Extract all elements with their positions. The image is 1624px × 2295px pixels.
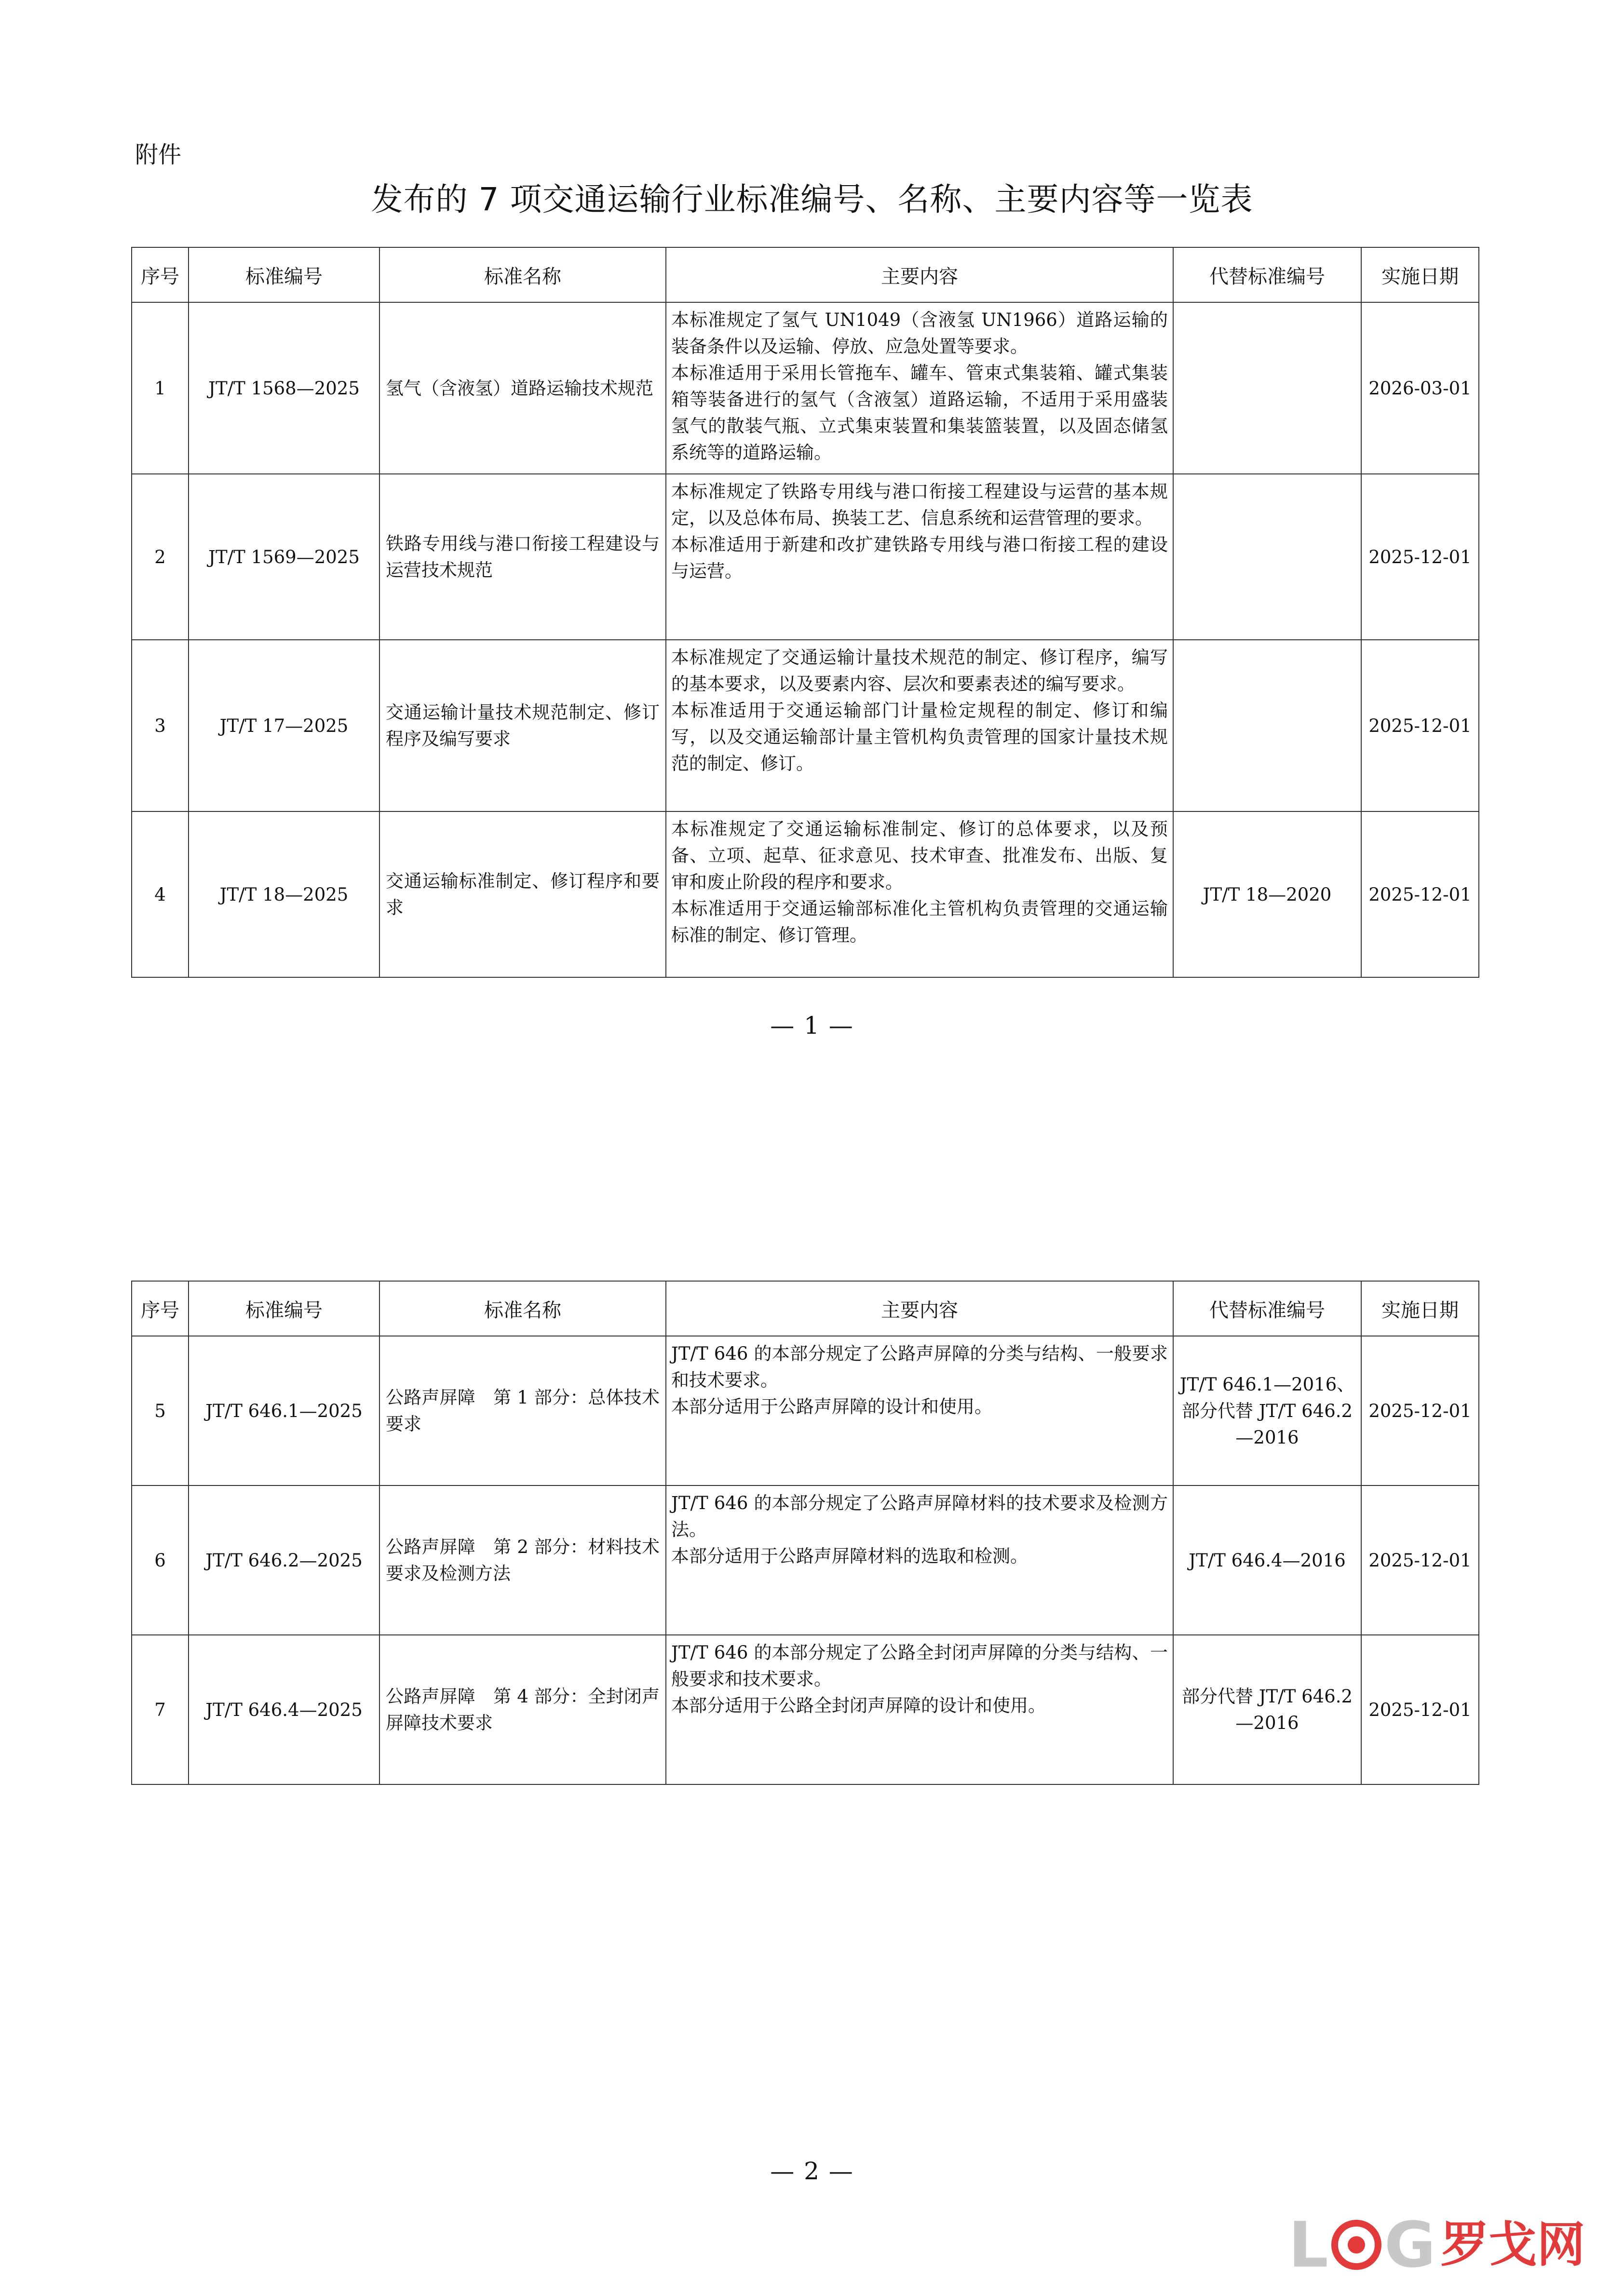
- watermark-letter-g: G: [1384, 2208, 1436, 2282]
- table-row: [132, 474, 1479, 640]
- cell-effective-date: 2026-03-01: [1361, 302, 1479, 474]
- cell-main-content: [666, 640, 1173, 811]
- header-serial-number: 序号: [132, 1281, 189, 1336]
- header-main-content: 主要内容: [666, 247, 1173, 302]
- cell-standard-code: JT/T 18—2025: [189, 811, 379, 977]
- cell-replaced-standard: [1173, 1635, 1361, 1784]
- cell-main-content: [666, 1485, 1173, 1635]
- cell-standard-name: 公路声屏障 第 2 部分：材料技术要求及检测方法: [379, 1485, 666, 1635]
- cell-effective-date: 2025-12-01: [1361, 811, 1479, 977]
- cell-serial-number: 2: [132, 474, 189, 640]
- content-paragraph: 本标准规定了氢气 UN1049（含液氢 UN1966）道路运输的装备条件以及运输、停放、应急处置等要求。: [671, 310, 1168, 357]
- replaced-standard-line: 部分代替 JT/T 646.2: [1181, 1686, 1353, 1707]
- cell-replaced-standard: [1173, 1485, 1361, 1635]
- site-watermark-logo: [1288, 2208, 1616, 2282]
- header-effective-date: 实施日期: [1361, 247, 1479, 302]
- standards-table-page-1: [131, 247, 1479, 978]
- cell-main-content: [666, 1635, 1173, 1784]
- watermark-site-name: 罗戈网: [1440, 2216, 1585, 2273]
- watermark-target-icon: [1331, 2220, 1381, 2270]
- content-paragraph: 本标准适用于采用长管拖车、罐车、管束式集装箱、罐式集装箱等装备进行的氢气（含液氢）道路运输，不适用于采用盛装氢气的散装气瓶、立式集束装置和集装篮装置，以及固态储氢系统等的道路运输。: [671, 363, 1168, 463]
- cell-replaced-standard: [1173, 1336, 1361, 1485]
- cell-standard-code: JT/T 1569—2025: [189, 474, 379, 640]
- content-paragraph: 本标准规定了交通运输标准制定、修订的总体要求，以及预备、立项、起草、征求意见、技术审查、批准发布、出版、复审和废止阶段的程序和要求。: [671, 819, 1168, 892]
- cell-serial-number: 6: [132, 1485, 189, 1635]
- watermark-letter-l: L: [1288, 2208, 1328, 2282]
- content-paragraph: 本部分适用于公路声屏障的设计和使用。: [671, 1396, 992, 1417]
- table-row: [132, 640, 1479, 811]
- cell-serial-number: 1: [132, 302, 189, 474]
- replaced-standard-line: 部分代替 JT/T 646.2: [1181, 1400, 1353, 1421]
- cell-serial-number: 3: [132, 640, 189, 811]
- cell-effective-date: 2025-12-01: [1361, 474, 1479, 640]
- header-standard-name: 标准名称: [379, 1281, 666, 1336]
- cell-replaced-standard: [1173, 640, 1361, 811]
- cell-replaced-standard: [1173, 302, 1361, 474]
- content-paragraph: 本标准适用于新建和改扩建铁路专用线与港口衔接工程的建设与运营。: [671, 534, 1168, 581]
- cell-standard-name: 交通运输标准制定、修订程序和要求: [379, 811, 666, 977]
- cell-effective-date: 2025-12-01: [1361, 1635, 1479, 1784]
- page-number-1: — 1 —: [770, 1012, 854, 1040]
- cell-main-content: [666, 302, 1173, 474]
- cell-standard-code: JT/T 646.4—2025: [189, 1635, 379, 1784]
- header-serial-number: 序号: [132, 247, 189, 302]
- attachment-label: 附件: [135, 141, 182, 168]
- cell-standard-code: JT/T 646.1—2025: [189, 1336, 379, 1485]
- page-number-2: — 2 —: [770, 2157, 854, 2185]
- table-row: [132, 1336, 1479, 1485]
- cell-standard-code: JT/T 17—2025: [189, 640, 379, 811]
- cell-serial-number: 7: [132, 1635, 189, 1784]
- cell-main-content: [666, 1336, 1173, 1485]
- cell-main-content: [666, 474, 1173, 640]
- header-effective-date: 实施日期: [1361, 1281, 1479, 1336]
- content-paragraph: 本部分适用于公路声屏障材料的选取和检测。: [671, 1546, 1028, 1566]
- cell-standard-name: 氢气（含液氢）道路运输技术规范: [379, 302, 666, 474]
- replaced-standard-line: —2016: [1235, 1427, 1299, 1448]
- cell-standard-name: 公路声屏障 第 1 部分：总体技术要求: [379, 1336, 666, 1485]
- content-paragraph: 本标准适用于交通运输部门计量检定规程的制定、修订和编写，以及交通运输部计量主管机构负责管理的国家计量技术规范的制定、修订。: [671, 700, 1168, 774]
- content-paragraph: JT/T 646 的本部分规定了公路声屏障材料的技术要求及检测方法。: [671, 1493, 1168, 1540]
- content-paragraph: 本标准适用于交通运输部标准化主管机构负责管理的交通运输标准的制定、修订管理。: [671, 898, 1168, 945]
- table-header-row: [132, 1281, 1479, 1336]
- cell-effective-date: 2025-12-01: [1361, 640, 1479, 811]
- cell-main-content: [666, 811, 1173, 977]
- table-row: [132, 811, 1479, 977]
- cell-standard-code: JT/T 646.2—2025: [189, 1485, 379, 1635]
- header-standard-code: 标准编号: [189, 247, 379, 302]
- cell-standard-name: 公路声屏障 第 4 部分：全封闭声屏障技术要求: [379, 1635, 666, 1784]
- cell-replaced-standard: [1173, 811, 1361, 977]
- standards-table-page-2: [131, 1281, 1479, 1785]
- table-header-row: [132, 247, 1479, 302]
- header-replaced-standard: 代替标准编号: [1173, 247, 1361, 302]
- table-row: [132, 1635, 1479, 1784]
- table-row: [132, 302, 1479, 474]
- cell-serial-number: 4: [132, 811, 189, 977]
- content-paragraph: JT/T 646 的本部分规定了公路全封闭声屏障的分类与结构、一般要求和技术要求。: [671, 1642, 1168, 1689]
- table-row: [132, 1485, 1479, 1635]
- content-paragraph: 本部分适用于公路全封闭声屏障的设计和使用。: [671, 1695, 1046, 1716]
- replaced-standard-line: JT/T 18—2020: [1203, 884, 1332, 905]
- cell-effective-date: 2025-12-01: [1361, 1485, 1479, 1635]
- cell-replaced-standard: [1173, 474, 1361, 640]
- cell-standard-name: 交通运输计量技术规范制定、修订程序及编写要求: [379, 640, 666, 811]
- cell-standard-name: 铁路专用线与港口衔接工程建设与运营技术规范: [379, 474, 666, 640]
- content-paragraph: 本标准规定了交通运输计量技术规范的制定、修订程序，编写的基本要求，以及要素内容、层次和要素表述的编写要求。: [671, 647, 1168, 694]
- header-main-content: 主要内容: [666, 1281, 1173, 1336]
- cell-effective-date: 2025-12-01: [1361, 1336, 1479, 1485]
- header-replaced-standard: 代替标准编号: [1173, 1281, 1361, 1336]
- header-standard-name: 标准名称: [379, 247, 666, 302]
- header-standard-code: 标准编号: [189, 1281, 379, 1336]
- content-paragraph: 本标准规定了铁路专用线与港口衔接工程建设与运营的基本规定，以及总体布局、换装工艺、信息系统和运营管理的要求。: [671, 481, 1168, 528]
- replaced-standard-line: JT/T 646.1—2016、: [1179, 1374, 1355, 1395]
- cell-serial-number: 5: [132, 1336, 189, 1485]
- document-title: 发布的 7 项交通运输行业标准编号、名称、主要内容等一览表: [371, 181, 1253, 218]
- replaced-standard-line: JT/T 646.4—2016: [1189, 1550, 1346, 1571]
- cell-standard-code: JT/T 1568—2025: [189, 302, 379, 474]
- content-paragraph: JT/T 646 的本部分规定了公路声屏障的分类与结构、一般要求和技术要求。: [671, 1343, 1168, 1390]
- replaced-standard-line: —2016: [1235, 1713, 1299, 1733]
